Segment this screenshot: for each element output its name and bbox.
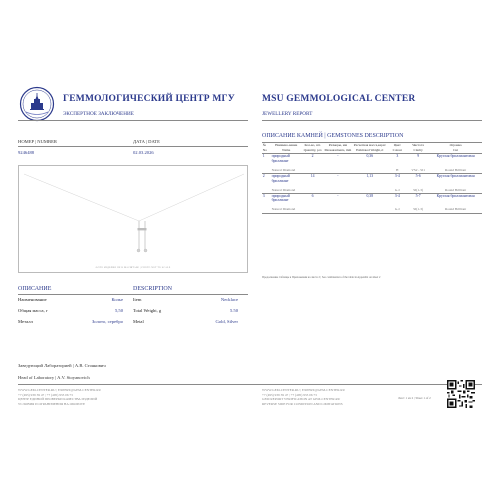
footer-right-line: +7 (495) 939 39 47 | +7 (495) 933 06 73 bbox=[262, 392, 317, 397]
date-label: ДАТА | DATE bbox=[133, 139, 160, 144]
row-colour-en: H bbox=[396, 167, 399, 172]
row-cut-en: Round Brilliant bbox=[444, 187, 467, 192]
col-no-en: No bbox=[262, 147, 267, 152]
row-weight: 1,13 bbox=[366, 174, 374, 179]
row-size: - bbox=[337, 154, 339, 159]
necklace-photo bbox=[19, 166, 249, 274]
col-size-ru: Размеры, мм bbox=[328, 142, 348, 147]
table-row-en bbox=[262, 203, 482, 213]
table-row bbox=[262, 194, 482, 204]
en-item-value: Necklace bbox=[220, 297, 238, 302]
row-no: 2 bbox=[262, 174, 265, 179]
row-colour-ru: 3-4 bbox=[394, 174, 400, 179]
number-label: НОМЕР | NUMBER bbox=[18, 139, 57, 144]
gemstones-table bbox=[262, 143, 482, 213]
row-cut-en: Round Brilliant bbox=[444, 207, 467, 212]
row-weight: 0,38 bbox=[366, 194, 374, 199]
ru-center-title: ГЕММОЛОГИЧЕСКИЙ ЦЕНТР МГУ bbox=[63, 94, 235, 104]
row-qty: 14 bbox=[310, 174, 315, 179]
ru-report-subtitle: ЭКСПЕРТНОЕ ЗАКЛЮЧЕНИЕ bbox=[63, 111, 134, 117]
row-size: - bbox=[337, 194, 339, 199]
row-cut-en: Round Brilliant bbox=[444, 167, 467, 172]
table-row-en bbox=[262, 184, 482, 194]
footer-left-line: ЦЕНТР ЕДИНОЙ ПРОВЕРКИ КАЧЕСТВА ИЗДЕЛИЙ bbox=[18, 397, 98, 402]
footer-left-line: WWW.GEM-CENTER.RU | EXPERT@GEM-CENTER.RU bbox=[18, 388, 102, 392]
row-no: 3 bbox=[262, 194, 265, 199]
col-size-en: Measurements, mm bbox=[324, 147, 352, 152]
col-qty-ru: Кол-во, шт. bbox=[304, 142, 321, 147]
en-metal-label: Metal bbox=[133, 319, 144, 324]
ru-row-item bbox=[18, 297, 123, 308]
row-name-en: Natural Diamond bbox=[271, 187, 296, 192]
header-divider-left bbox=[18, 120, 248, 121]
row-cut-ru: Круглая бриллиантовая bbox=[436, 154, 475, 159]
en-description-list bbox=[133, 297, 238, 330]
page-number: Лист 1 из 2 | Sheet 1 of 2 bbox=[398, 396, 431, 400]
ru-metal-label: Металл bbox=[18, 319, 33, 324]
table-row bbox=[262, 154, 482, 164]
col-clarity-en: Clarity bbox=[413, 147, 423, 152]
row-colour-en: G-I bbox=[394, 187, 400, 192]
row-colour-ru: 3-4 bbox=[394, 194, 400, 199]
row-size: - bbox=[337, 174, 339, 179]
row-name-ru: природный бриллиант bbox=[271, 194, 290, 203]
footer-right-line: GEM REPORT VERIFICATION AT GEM-CENTER.RU bbox=[262, 397, 341, 402]
en-weight-label: Total Weight, g bbox=[133, 308, 162, 313]
en-report-subtitle: JEWELLERY REPORT bbox=[262, 111, 313, 117]
row-cut-ru: Круглая бриллиантовая bbox=[436, 194, 475, 199]
col-weight-en: Estimated Weight,ct bbox=[356, 147, 384, 152]
row-clarity-ru: 9 bbox=[417, 154, 420, 159]
row-clarity-en: VS2 - SI1 bbox=[411, 167, 425, 172]
date-value: 02.03.2026 bbox=[133, 150, 154, 155]
ru-description-list bbox=[18, 297, 123, 330]
col-qty-en: Quantity, pcs bbox=[303, 147, 322, 152]
en-metal-value: Gold, Silver bbox=[215, 319, 238, 324]
en-item-label: Item bbox=[133, 297, 142, 302]
footer-right bbox=[262, 388, 345, 406]
description-divider bbox=[18, 294, 248, 295]
row-name-ru: природный бриллиант bbox=[271, 154, 290, 163]
row-no: 1 bbox=[262, 154, 265, 159]
number-value: 9246488 bbox=[18, 150, 35, 155]
msu-gem-center-logo-icon bbox=[19, 86, 55, 122]
number-divider bbox=[18, 146, 248, 147]
footer-left bbox=[18, 388, 101, 406]
en-center-title: MSU GEMMOLOGICAL CENTER bbox=[262, 94, 416, 104]
signature-ru: Заведующий Лабораторией | А.В. Стоянович bbox=[18, 363, 106, 368]
footer-left-line: УСЛОВИЯ И ОГРАНИЧЕНИЯ НА ОБОРОТЕ bbox=[18, 401, 86, 406]
table-row-en bbox=[262, 164, 482, 174]
row-cut-ru: Круглая бриллиантовая bbox=[436, 174, 475, 179]
product-photo-frame bbox=[18, 165, 248, 273]
ru-item-label: Наименование bbox=[18, 297, 47, 302]
ru-row-weight bbox=[18, 308, 123, 319]
ru-item-value: Колье bbox=[111, 297, 123, 302]
en-row-item bbox=[133, 297, 238, 308]
table-row bbox=[262, 174, 482, 184]
row-clarity-ru: 5-6 bbox=[415, 174, 421, 179]
footer-right-line: WWW.GEM-CENTER.RU | EXPERT@GEM-CENTER.RU bbox=[262, 388, 346, 392]
footer-left-line: +7 (495) 939 39 47 | +7 (495) 933 06 73 bbox=[18, 392, 73, 397]
en-row-metal bbox=[133, 319, 238, 330]
qr-code-icon[interactable] bbox=[447, 380, 475, 408]
ru-row-metal bbox=[18, 319, 123, 330]
col-weight-ru: Расчетная масса,карат bbox=[353, 142, 386, 147]
col-colour-en: Colour bbox=[392, 147, 402, 152]
signature-en: Head of Laboratory | A.V. Stoyanovich bbox=[18, 375, 90, 380]
row-colour-ru: 3 bbox=[396, 154, 399, 159]
row-qty: 6 bbox=[311, 194, 314, 199]
photo-caption: ФОТО ИЗДЕЛИЯ НЕ В МАСШТАБЕ | PHOTO NOT TO SCALE bbox=[95, 266, 171, 269]
row-qty: 2 bbox=[311, 154, 314, 159]
col-name-ru: Наимено-вание bbox=[275, 142, 298, 147]
row-name-en: Natural Diamond bbox=[271, 167, 296, 172]
row-clarity-en: SI(1-3) bbox=[413, 187, 424, 192]
col-no-ru: № bbox=[262, 142, 267, 147]
col-cut-ru: Огранка bbox=[449, 142, 462, 147]
row-weight: 0,36 bbox=[366, 154, 374, 159]
footer-divider bbox=[18, 384, 482, 385]
row-name-en: Natural Diamond bbox=[271, 207, 296, 212]
ru-metal-value: Золото, серебро bbox=[91, 319, 123, 324]
en-description-title: DESCRIPTION bbox=[133, 286, 173, 292]
col-cut-en: Cut bbox=[453, 147, 459, 152]
en-row-weight bbox=[133, 308, 238, 319]
col-name-en: Name bbox=[282, 147, 291, 152]
row-clarity-ru: 5-7 bbox=[415, 194, 421, 199]
header-divider-right bbox=[262, 120, 482, 121]
ru-weight-value: 5,50 bbox=[114, 308, 123, 313]
ru-description-title: ОПИСАНИЕ bbox=[18, 286, 52, 292]
table-continuation-note: Продолжение таблицы в Приложении на листе 2 | See continuation of the table in Appendix on sheet 2 bbox=[262, 276, 381, 279]
row-clarity-en: SI(1-3) bbox=[413, 207, 424, 212]
col-clarity-ru: Чистота bbox=[412, 142, 424, 147]
gemstones-title: ОПИСАНИЕ КАМНЕЙ | GEMSTONES DESCRIPTION bbox=[262, 133, 404, 139]
footer-right-line: REVERSE SIDE FOR CONDITION AND LIMITATIONS bbox=[262, 401, 343, 406]
row-name-ru: природный бриллиант bbox=[271, 174, 290, 183]
en-weight-value: 5.50 bbox=[229, 308, 238, 313]
col-colour-ru: Цвет bbox=[393, 142, 401, 147]
ru-weight-label: Общая масса, г bbox=[18, 308, 48, 313]
row-colour-en: G-I bbox=[394, 207, 400, 212]
